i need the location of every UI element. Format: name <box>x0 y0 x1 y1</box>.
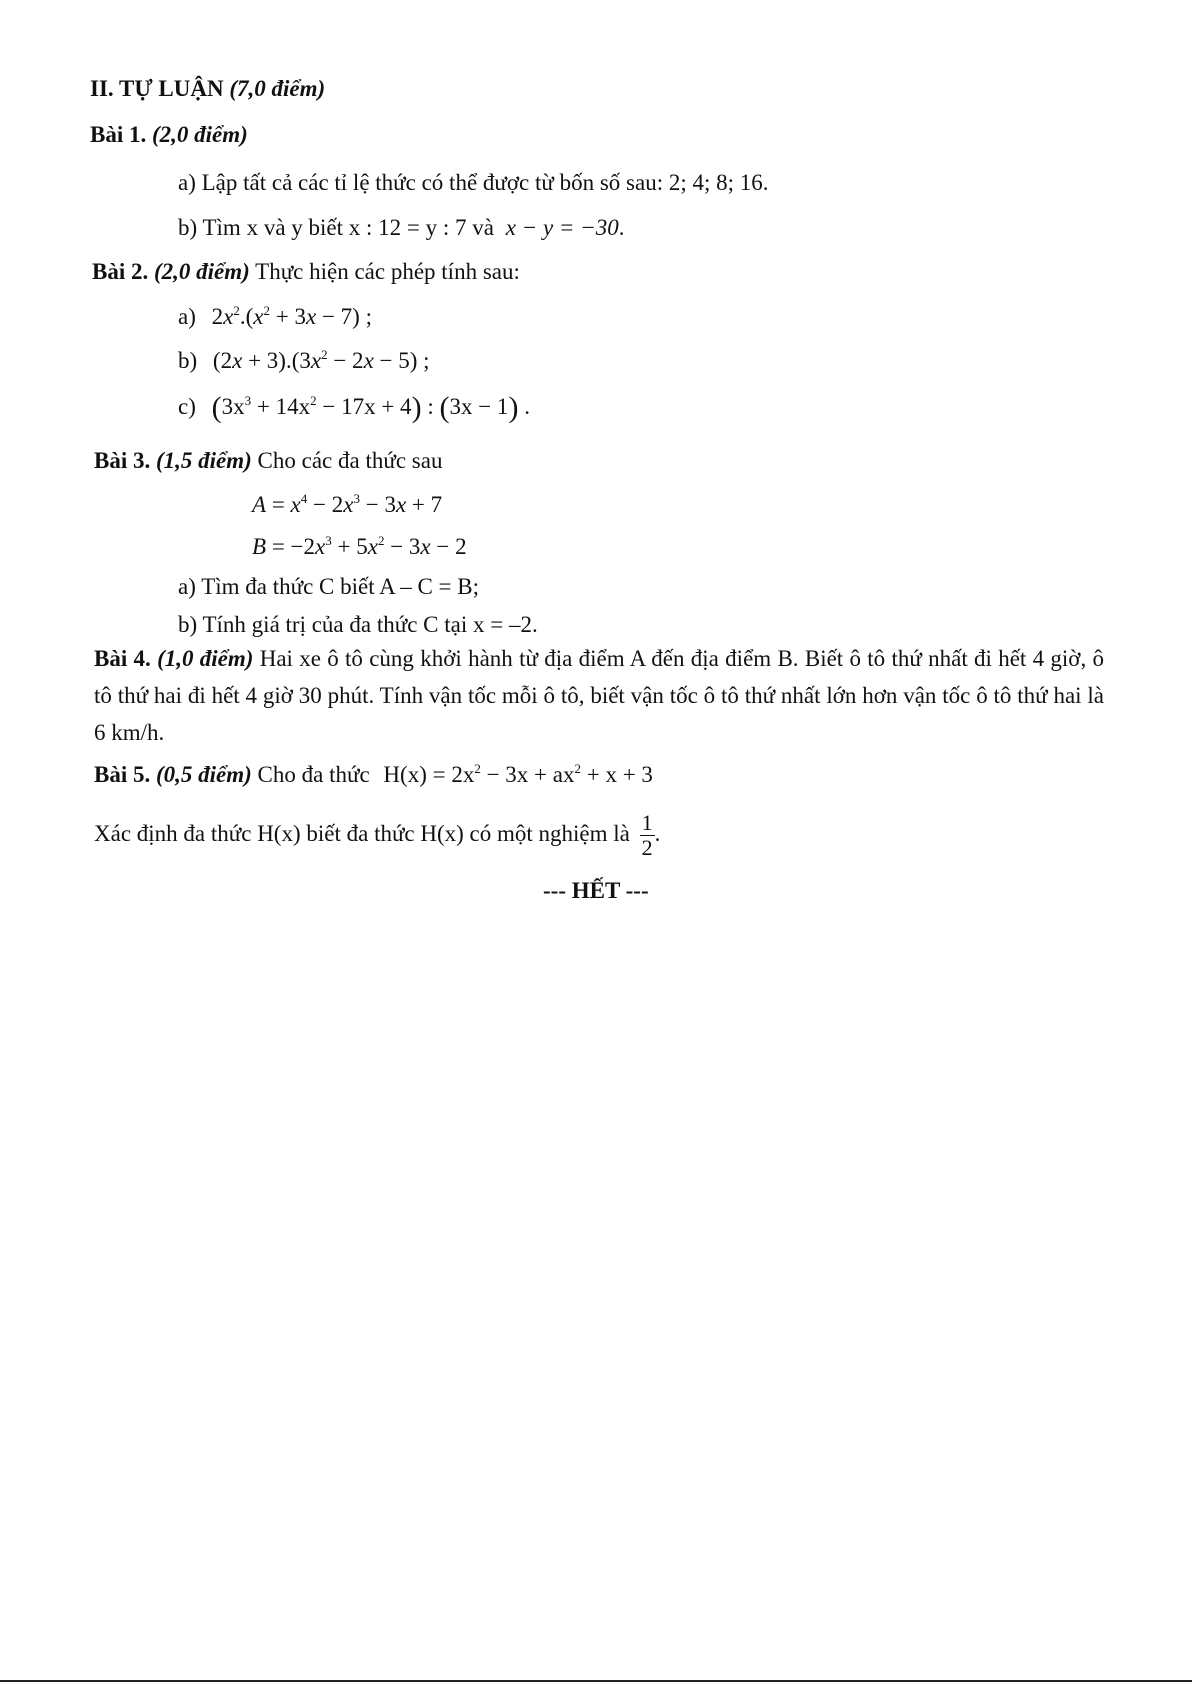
bai1-b-end: . <box>618 215 625 240</box>
end-mark: --- HẾT --- <box>543 878 649 903</box>
bai5-intro: Cho đa thức <box>257 762 370 787</box>
bai2-b-label: b) <box>178 348 198 373</box>
bai1-b-prefix: b) Tìm x và y biết x : 12 = y : 7 và <box>178 215 494 240</box>
polynomial-b: $B = -2x^3 + 5x^2 - 3x - 2$ <box>252 533 467 559</box>
bai2-c-expression: $(3x^3 + 14x^2 - 17x + 4)$ : (3x − 1) . <box>211 391 530 424</box>
bai4-paragraph <box>94 640 1104 751</box>
bai2-part-a <box>178 302 372 332</box>
bai2-intro: Thực hiện các phép tính sau: <box>255 259 520 284</box>
bai1-b-equation: x − y = −30 <box>505 215 619 240</box>
bai1-points: (2,0 điểm) <box>151 122 248 147</box>
bai3-intro: Cho các đa thức sau <box>257 448 443 473</box>
bai1-part-a: a) Lập tất cả các tỉ lệ thức có thể được từ bốn số sau: 2; 4; 8; 16. <box>178 170 769 195</box>
fraction-denominator: 2 <box>641 835 653 861</box>
bai3-part-a: a) Tìm đa thức C biết A – C = B; <box>178 574 479 599</box>
section-heading <box>90 74 325 104</box>
bai2-c-label: c) <box>178 394 196 419</box>
bai2-a-label: a) <box>178 304 196 329</box>
bai4-text: Hai xe ô tô cùng khởi hành từ địa điểm A đến địa điểm B. Biết ô tô thứ nhất đi hết 4 giờ, ô tô thứ hai đi hết 4 giờ 30 phút. Tính vận tốc mỗi ô tô, biết vận tốc ô tô thứ nhất lớn hơn vận tốc ô tô thứ hai là 6 km/h. <box>94 646 1104 745</box>
bai2-b-expression: $(2x + 3).(3x^2 - 2x - 5)$ ; <box>212 347 430 373</box>
bai5-points: (0,5 điểm) <box>155 762 252 787</box>
bai2-heading <box>92 257 520 287</box>
bottom-border-line <box>0 1680 1192 1682</box>
bai5-label: Bài 5. <box>94 762 151 787</box>
bai2-part-c <box>178 392 530 423</box>
bai5-end: . <box>654 821 661 846</box>
bai2-points: (2,0 điểm) <box>153 259 250 284</box>
bai5-heading <box>94 760 653 790</box>
bai4-label: Bài 4. <box>94 646 151 671</box>
bai5-polynomial: $H(x) = 2x^2 - 3x + ax^2 + x + 3$ <box>383 761 653 787</box>
polynomial-a: $A = x^4 - 2x^3 - 3x + 7$ <box>252 491 443 517</box>
bai2-label: Bài 2. <box>92 259 149 284</box>
bai1-heading <box>90 120 248 150</box>
bai3-points: (1,5 điểm) <box>155 448 252 473</box>
bai2-a-expression: $2x^2.(x^2 + 3x - 7)$ ; <box>211 303 372 329</box>
bai5-question-line <box>94 806 660 862</box>
bai3-part-b: b) Tính giá trị của đa thức C tại x = –2. <box>178 612 538 637</box>
bai5-fraction <box>640 811 655 860</box>
section-points: (7,0 điểm) <box>229 76 326 101</box>
fraction-numerator: 1 <box>641 810 653 836</box>
bai5-question: Xác định đa thức H(x) biết đa thức H(x) có một nghiệm là <box>94 821 630 846</box>
bai3-label: Bài 3. <box>94 448 151 473</box>
bai3-heading <box>94 446 442 476</box>
bai1-label: Bài 1. <box>90 122 147 147</box>
bai1-part-b <box>178 213 624 243</box>
bai2-part-b <box>178 346 430 376</box>
section-title: II. TỰ LUẬN <box>90 76 224 101</box>
bai4-points: (1,0 điểm) <box>157 646 254 671</box>
